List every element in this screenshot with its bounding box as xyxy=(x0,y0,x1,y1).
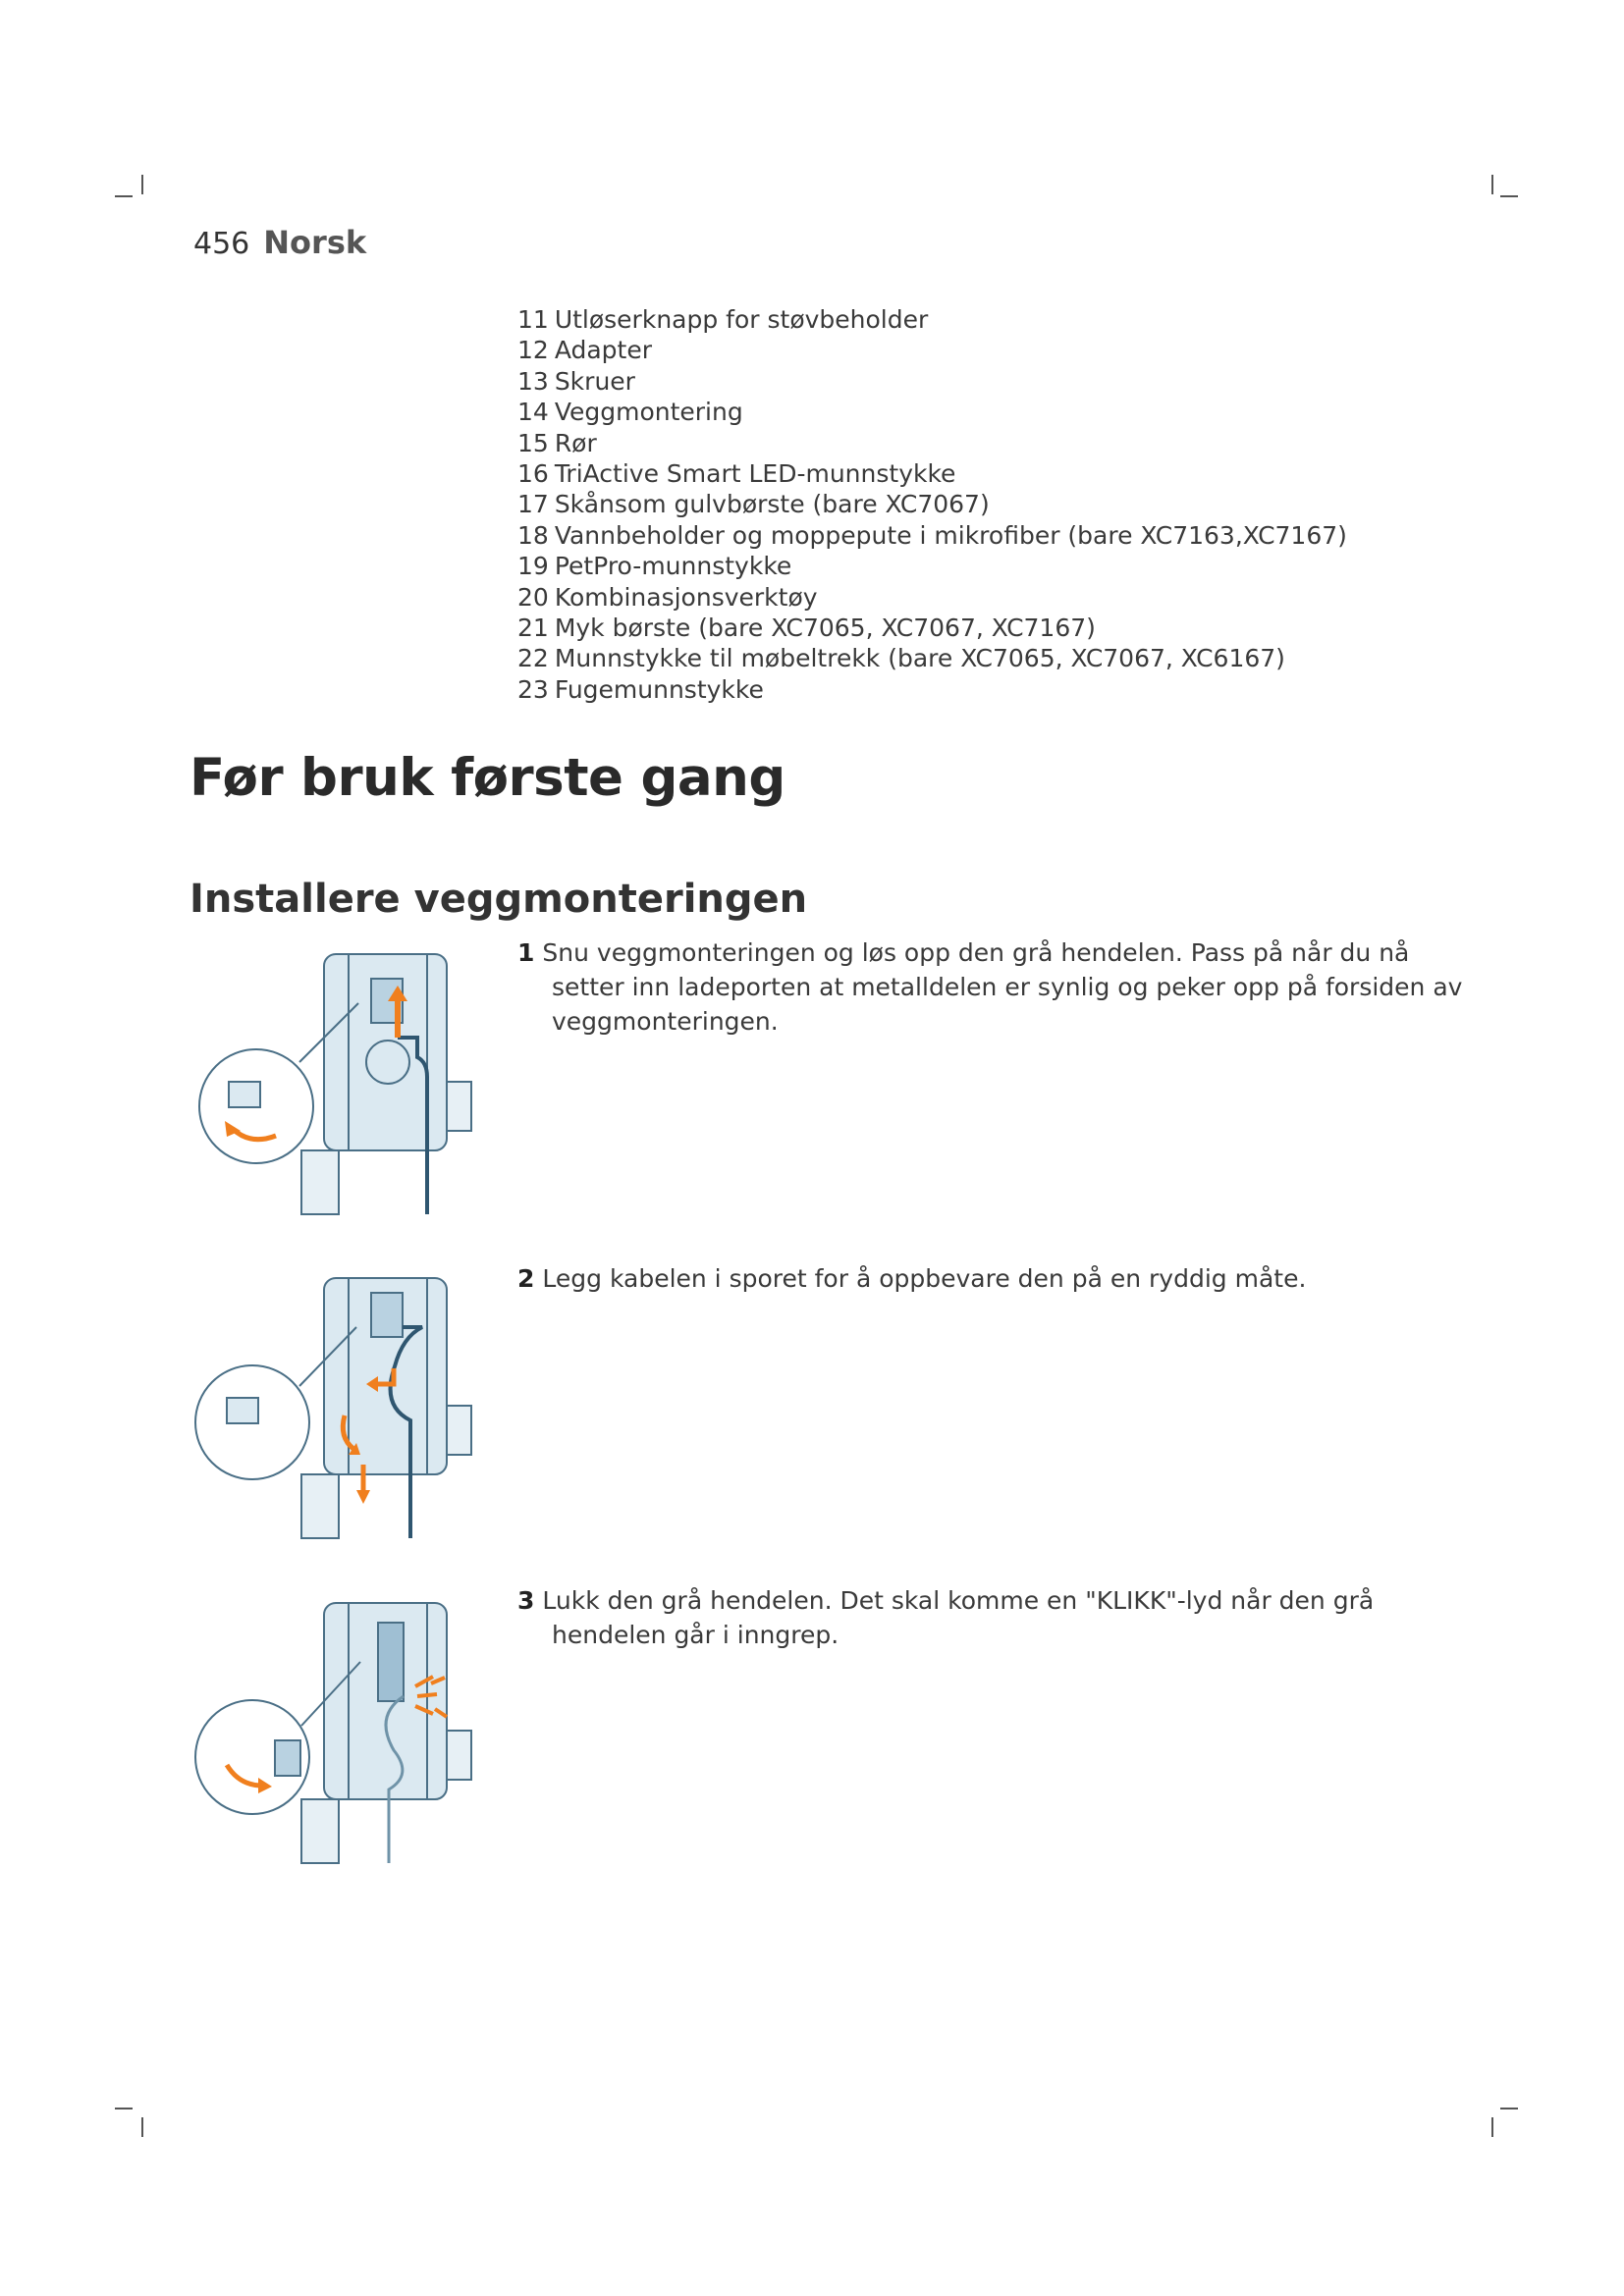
step-number: 1 xyxy=(517,938,535,967)
list-item: 13 Skruer xyxy=(517,366,635,396)
list-item: 20 Kombinasjonsverktøy xyxy=(517,582,818,612)
list-item: 11 Utløserknapp for støvbeholder xyxy=(517,305,929,334)
list-item: 16 TriActive Smart LED-munnstykke xyxy=(517,459,956,489)
subsection-title: Installere veggmonteringen xyxy=(189,877,808,922)
step-2-illustration xyxy=(191,1268,476,1543)
crop-mark xyxy=(141,175,143,194)
crop-mark xyxy=(1491,2117,1493,2137)
parts-list xyxy=(517,304,1347,705)
list-item: 18 Vannbeholder og moppepute i mikrofiber (bare XC7163,XC7167) xyxy=(517,520,1347,550)
section-title: Før bruk første gang xyxy=(189,748,785,808)
step-number: 2 xyxy=(517,1264,535,1293)
list-item: 19 PetPro-munnstykke xyxy=(517,552,792,581)
step-1-illustration xyxy=(191,944,476,1219)
list-item: 17 Skånsom gulvbørste (bare XC7067) xyxy=(517,490,990,519)
step-1 xyxy=(517,935,1475,1039)
page-language: Norsk xyxy=(263,224,367,261)
list-item: 21 Myk børste (bare XC7065, XC7067, XC7167) xyxy=(517,614,1096,643)
step-text: Lukk den grå hendelen. Det skal komme en "KLIKK"-lyd når den grå hendelen går i inngrep. xyxy=(542,1586,1375,1649)
list-item: 15 Rør xyxy=(517,428,597,457)
step-3 xyxy=(517,1583,1475,1652)
crop-mark xyxy=(141,2117,143,2137)
crop-mark xyxy=(1500,195,1518,197)
crop-mark xyxy=(1491,175,1493,194)
crop-mark xyxy=(115,2108,133,2109)
list-item: 23 Fugemunnstykke xyxy=(517,674,764,704)
list-item: 12 Adapter xyxy=(517,336,652,365)
list-item: 22 Munnstykke til møbeltrekk (bare XC7065, XC7067, XC6167) xyxy=(517,644,1285,673)
page-header xyxy=(193,224,366,261)
crop-mark xyxy=(1500,2108,1518,2109)
step-2 xyxy=(517,1261,1475,1296)
step-text: Snu veggmonteringen og løs opp den grå hendelen. Pass på når du nå setter inn ladeporten at metalldelen er synlig og peker opp på forsiden av veggmonteringen. xyxy=(542,938,1463,1036)
step-3-illustration xyxy=(191,1593,476,1868)
step-number: 3 xyxy=(517,1586,535,1615)
page-number: 456 xyxy=(193,227,250,261)
step-text: Legg kabelen i sporet for å oppbevare den på en ryddig måte. xyxy=(542,1264,1307,1293)
crop-mark xyxy=(115,195,133,197)
list-item: 14 Veggmontering xyxy=(517,398,743,427)
